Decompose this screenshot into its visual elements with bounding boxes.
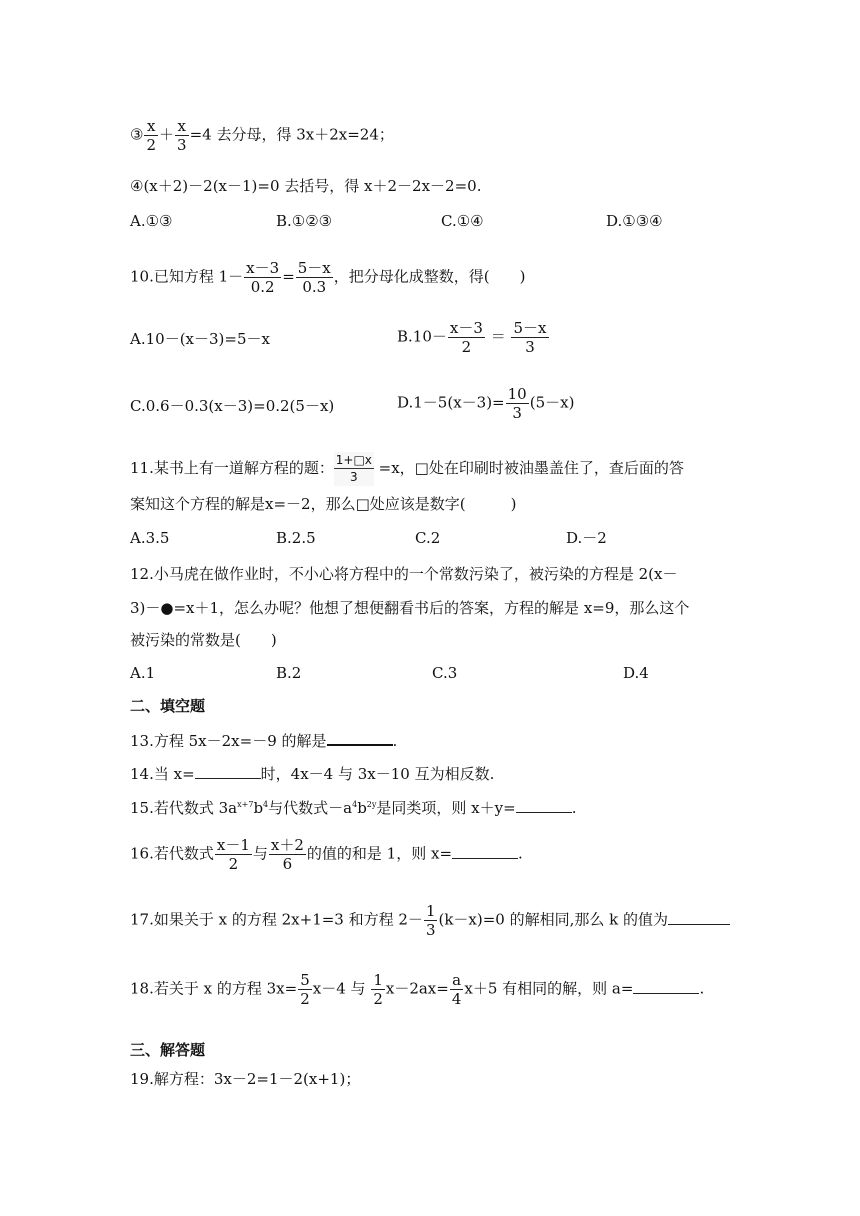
stem-text: =x，□处在印刷时被油墨盖住了，查后面的答: [378, 459, 684, 477]
numerator: 1: [373, 971, 383, 989]
question-text: 与代数式－a: [268, 799, 353, 817]
q12-option-a: A.1: [130, 664, 156, 682]
denominator: 2: [228, 855, 239, 873]
exponent: 2y: [366, 800, 377, 809]
fraction: [450, 971, 464, 1008]
q12-stem-line3: 被污染的常数是( ): [130, 631, 277, 649]
q17: [130, 902, 730, 939]
numerator: 5－x: [297, 259, 331, 277]
q15: [130, 798, 576, 818]
equation-image: [334, 452, 374, 486]
section-heading-answers: 三、解答题: [130, 1041, 206, 1059]
fraction: [448, 319, 485, 356]
denominator: 3: [525, 338, 535, 356]
answer-blank[interactable]: [327, 730, 393, 746]
q19: 19.解方程：3x－2=1－2(x+1)；: [130, 1070, 361, 1088]
q13: [130, 730, 397, 751]
q12-option-c: C.3: [432, 664, 458, 682]
question-text: (k－x)=0 的解相同,那么 k 的值为: [438, 910, 669, 929]
q11-stem-line2: 案知这个方程的解是x=－2，那么□处应该是数字( ): [130, 495, 517, 513]
q11-option-d: D.－2: [566, 529, 607, 547]
numerator: 5: [300, 971, 310, 989]
stem-text: 11.某书上有一道解方程的题：: [130, 459, 334, 477]
stem-text: 10.已知方程 1－: [130, 267, 244, 286]
q14: [130, 764, 494, 784]
q18: [130, 971, 704, 1008]
fraction: [296, 259, 333, 296]
fraction: [371, 971, 385, 1008]
question-text: .: [518, 844, 523, 863]
numerator: 1: [425, 902, 436, 920]
q9-option-b: B.①②③: [276, 212, 333, 230]
q11-stem: [130, 452, 684, 486]
answer-blank[interactable]: [452, 844, 518, 859]
question-text: 与: [252, 844, 268, 863]
question-text: 15.若代数式 3a: [130, 799, 238, 817]
q10-option-b: [397, 319, 550, 356]
question-text: 18.若关于 x 的方程 3x=: [130, 979, 298, 998]
denominator: 3: [177, 136, 187, 154]
q9-option-d: D.①③④: [606, 212, 663, 230]
option-text: (5－x): [529, 393, 575, 412]
question-text: 17.如果关于 x 的方程 2x+1=3 和方程 2－: [130, 910, 423, 929]
numerator: x＋2: [270, 836, 304, 854]
question-text: b: [253, 799, 264, 817]
answer-blank[interactable]: [668, 910, 730, 925]
question-text: 13.方程 5x－2x=－9 的解是: [130, 732, 327, 750]
q12-option-b: B.2: [276, 664, 302, 682]
question-text: b: [357, 799, 367, 817]
q10-option-d: [397, 385, 574, 422]
fraction: [244, 259, 281, 296]
q9-option-a: A.①③: [130, 212, 173, 230]
stem-text: ，把分母化成整数，得( ): [333, 267, 526, 286]
denominator: 0.2: [250, 278, 275, 296]
equals-sign: ＝: [490, 327, 506, 346]
numerator: 1+□x: [335, 453, 372, 467]
question-text: 16.若代数式: [130, 844, 214, 863]
exponent: x+7: [237, 800, 254, 809]
denominator: 2: [146, 136, 156, 154]
denominator: 3: [512, 404, 522, 422]
numerator: x: [144, 117, 158, 136]
q12-option-d: D.4: [623, 664, 649, 682]
denominator: 3: [350, 470, 358, 484]
question-text: x－2ax=: [385, 979, 449, 998]
q12-stem-line1: 12.小马虎在做作业时，不小心将方程中的一个常数污染了，被污染的方程是 2(x－: [130, 565, 678, 583]
numerator: a: [450, 971, 464, 990]
q16: [130, 836, 523, 873]
q12-stem-line2: 3)－●=x＋1，怎么办呢？他想了想便翻看书后的答案，方程的解是 x=9，那么这个: [130, 599, 690, 617]
answer-blank[interactable]: [633, 979, 699, 994]
denominator: 2: [373, 990, 383, 1008]
question-text: 时，4x－4 与 3x－10 互为相反数.: [260, 765, 495, 783]
numerator: x－1: [216, 836, 250, 854]
question-text: 14.当 x=: [130, 765, 195, 783]
q10-option-c: C.0.6－0.3(x－3)=0.2(5－x): [130, 397, 335, 415]
question-text: .: [392, 732, 398, 750]
q10-stem: [130, 259, 526, 296]
denominator: 4: [451, 990, 462, 1008]
numerator: x－3: [449, 319, 483, 337]
fraction: [511, 319, 548, 356]
q9-option-c: C.①④: [441, 212, 484, 230]
section-heading-fill-in: 二、填空题: [130, 697, 206, 715]
numerator: 5－x: [513, 319, 547, 337]
denominator: 2: [461, 338, 472, 356]
q11-option-a: A.3.5: [130, 529, 170, 547]
answer-blank[interactable]: [516, 798, 572, 813]
exponent: 4: [352, 800, 358, 809]
q9-item3: [130, 117, 394, 154]
question-text: x＋5 有相同的解，则 a=: [464, 979, 634, 998]
fraction: [175, 117, 189, 154]
fraction: [269, 836, 306, 873]
denominator: 3: [425, 921, 436, 939]
numerator: 10: [507, 385, 527, 403]
fraction: [424, 902, 438, 939]
fraction: [215, 836, 252, 873]
question-text: 是同类项，则 x＋y=: [376, 799, 516, 817]
equals-sign: =: [282, 267, 295, 286]
q10-option-a: A.10－(x－3)=5－x: [130, 330, 270, 348]
answer-blank[interactable]: [195, 764, 261, 779]
plus-sign: ＋: [159, 125, 175, 144]
numerator: x－3: [246, 259, 280, 277]
question-text: .: [699, 979, 705, 998]
q11-option-b: B.2.5: [276, 529, 316, 547]
fraction: [144, 117, 158, 154]
fraction: [506, 385, 529, 422]
exponent: 4: [263, 800, 269, 809]
option-text: B.10－: [397, 327, 447, 346]
option-text: D.1－5(x－3)=: [397, 393, 505, 412]
denominator: 0.3: [302, 278, 327, 296]
fraction: [298, 971, 312, 1008]
item-marker: ③: [130, 125, 144, 144]
numerator: x: [175, 117, 189, 136]
question-text: x－4 与: [312, 979, 366, 998]
q11-option-c: C.2: [415, 529, 441, 547]
question-text: .: [571, 799, 577, 817]
q9-item4: ④(x＋2)－2(x－1)=0 去括号，得 x＋2－2x－2=0.: [130, 177, 482, 195]
denominator: 2: [300, 990, 310, 1008]
denominator: 6: [282, 855, 293, 873]
question-text: 的值的和是 1，则 x=: [306, 844, 453, 863]
item-text: =4 去分母，得 3x＋2x=24；: [189, 125, 394, 144]
